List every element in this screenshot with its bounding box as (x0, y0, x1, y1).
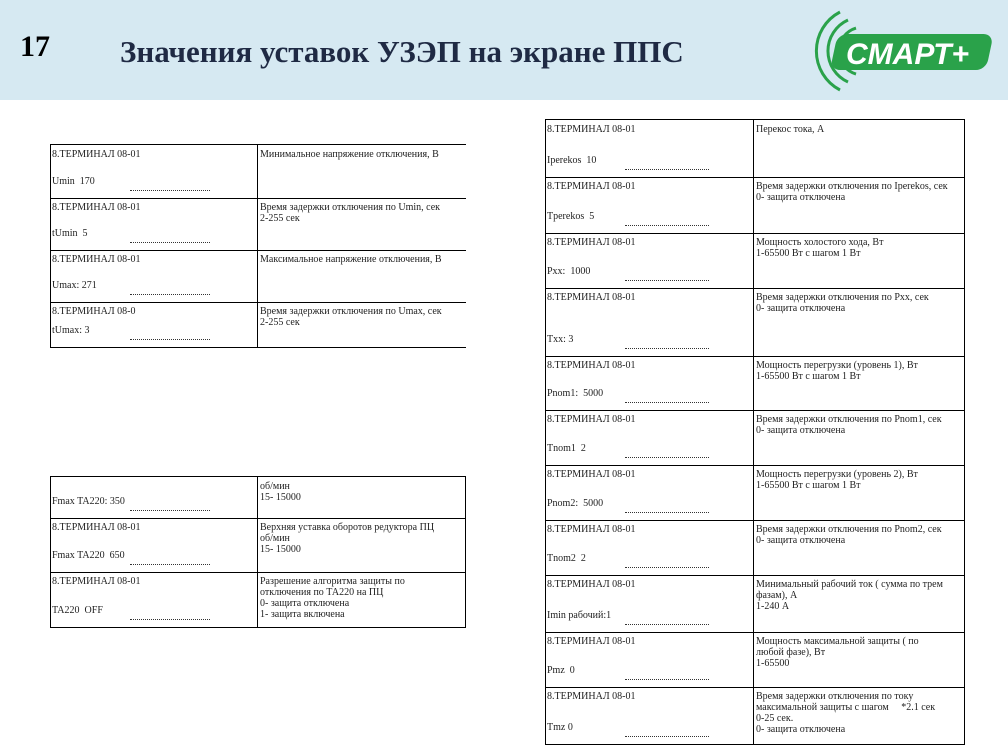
cursor-dots (130, 242, 210, 243)
terminal-header: 8.ТЕРМИНАЛ 08-01 (547, 181, 636, 192)
setting-value: Pnom2: 5000 (547, 498, 604, 509)
setting-description: Минимальное напряжение отключения, В (260, 149, 439, 160)
setting-value: Umin 170 (52, 176, 95, 187)
setting-value: Iperekos 10 (547, 155, 597, 166)
cursor-dots (130, 339, 210, 340)
cursor-dots (625, 348, 709, 349)
terminal-header: 8.ТЕРМИНАЛ 08-01 (52, 254, 141, 265)
terminal-header: 8.ТЕРМИНАЛ 08-01 (52, 576, 141, 587)
cursor-dots (625, 457, 709, 458)
cursor-dots (625, 169, 709, 170)
terminal-header: 8.ТЕРМИНАЛ 08-0 (52, 306, 136, 317)
table-row-divider (545, 233, 965, 234)
cursor-dots (130, 510, 210, 511)
table-row-divider (545, 520, 965, 521)
smart-plus-logo (800, 4, 1004, 96)
table-row-divider (50, 302, 466, 303)
table-row-divider (50, 572, 466, 573)
setting-value: Tperekos 5 (547, 211, 595, 222)
setting-description: Мощность перегрузки (уровень 2), Вт 1-65500 Вт с шагом 1 Вт (756, 469, 918, 491)
setting-value: tUmax: 3 (52, 325, 90, 336)
table-row-divider (50, 250, 466, 251)
table-row-divider (545, 687, 965, 688)
setting-description: Время задержки отключения по Umin, сек 2-255 сек (260, 202, 441, 224)
terminal-header: 8.ТЕРМИНАЛ 08-01 (547, 237, 636, 248)
table-row-divider (545, 410, 965, 411)
terminal-header: 8.ТЕРМИНАЛ 08-01 (547, 292, 636, 303)
setting-description: Мощность перегрузки (уровень 1), Вт 1-65500 Вт с шагом 1 Вт (756, 360, 918, 382)
setting-value: Fmax TA220: 350 (52, 496, 125, 507)
setting-description: Минимальный рабочий ток ( сумма по трем фазам), А 1-240 А (756, 579, 943, 612)
table-row-divider (545, 288, 965, 289)
setting-value: Tnom1 2 (547, 443, 586, 454)
terminal-header: 8.ТЕРМИНАЛ 08-01 (547, 469, 636, 480)
setting-description: Мощность максимальной защиты ( по любой фазе), Вт 1-65500 (756, 636, 919, 669)
table-row-divider (545, 356, 965, 357)
setting-value: Fmax TA220 650 (52, 550, 125, 561)
table-row-divider (545, 575, 965, 576)
terminal-header: 8.ТЕРМИНАЛ 08-01 (547, 636, 636, 647)
cursor-dots (625, 225, 709, 226)
setting-value: Pxx: 1000 (547, 266, 591, 277)
terminal-header: 8.ТЕРМИНАЛ 08-01 (547, 579, 636, 590)
table-row-divider (545, 632, 965, 633)
logo-text: СМАРТ+ (846, 38, 970, 71)
terminal-header: 8.ТЕРМИНАЛ 08-01 (52, 149, 141, 160)
setting-value: Pnom1: 5000 (547, 388, 604, 399)
cursor-dots (130, 294, 210, 295)
setting-value: Umax: 271 (52, 280, 97, 291)
settings-table-voltage (50, 144, 466, 348)
table-row-divider (50, 198, 466, 199)
cursor-dots (625, 512, 709, 513)
slide-title: Значения уставок УЗЭП на экране ППС (120, 34, 684, 69)
header-bar (0, 0, 1008, 100)
setting-value: Tnom2 2 (547, 553, 586, 564)
cursor-dots (625, 280, 709, 281)
terminal-header: 8.ТЕРМИНАЛ 08-01 (547, 360, 636, 371)
settings-table-current-power (545, 119, 965, 745)
setting-description: Время задержки отключения по Pnom2, сек 0- защита отключена (756, 524, 942, 546)
cursor-dots (625, 402, 709, 403)
terminal-header: 8.ТЕРМИНАЛ 08-01 (547, 124, 636, 135)
setting-description: Верхняя уставка оборотов редуктора ПЦ об/мин 15- 15000 (260, 522, 435, 555)
setting-value: Imin рабочий:1 (547, 610, 612, 621)
setting-value: Tmz 0 (547, 722, 573, 733)
setting-description: Время задержки отключения по Umax, сек 2-255 сек (260, 306, 442, 328)
settings-table-rotation (50, 476, 466, 628)
cursor-dots (625, 567, 709, 568)
setting-description: Время задержки отключения по Iperekos, сек 0- защита отключена (756, 181, 948, 203)
setting-description: Время задержки отключения по Pnom1, сек 0- защита отключена (756, 414, 942, 436)
setting-value: TA220 OFF (52, 605, 103, 616)
setting-value: tUmin 5 (52, 228, 88, 239)
setting-description: Мощность холостого хода, Вт 1-65500 Вт с шагом 1 Вт (756, 237, 884, 259)
table-row-divider (545, 177, 965, 178)
cursor-dots (625, 736, 709, 737)
setting-description: Разрешение алгоритма защиты по отключения по ТА220 на ПЦ 0- защита отключена 1- защита включена (260, 576, 405, 620)
terminal-header: 8.ТЕРМИНАЛ 08-01 (547, 691, 636, 702)
setting-description: Максимальное напряжение отключения, В (260, 254, 442, 265)
table-row-divider (50, 518, 466, 519)
cursor-dots (130, 619, 210, 620)
cursor-dots (130, 190, 210, 191)
setting-description: Время задержки отключения по току максимальной защиты с шагом *2.1 сек 0-25 сек. 0- защита отключена (756, 691, 936, 735)
terminal-header: 8.ТЕРМИНАЛ 08-01 (547, 414, 636, 425)
setting-description: Перекос тока, А (756, 124, 825, 135)
terminal-header: 8.ТЕРМИНАЛ 08-01 (52, 202, 141, 213)
setting-description: Время задержки отключения по Pxx, сек 0- защита отключена (756, 292, 929, 314)
cursor-dots (625, 679, 709, 680)
cursor-dots (130, 564, 210, 565)
setting-value: Pmz 0 (547, 665, 575, 676)
cursor-dots (625, 624, 709, 625)
terminal-header: 8.ТЕРМИНАЛ 08-01 (52, 522, 141, 533)
terminal-header: 8.ТЕРМИНАЛ 08-01 (547, 524, 636, 535)
slide-number: 17 (20, 30, 50, 63)
table-row-divider (545, 465, 965, 466)
setting-description: об/мин 15- 15000 (260, 481, 301, 503)
setting-value: Txx: 3 (547, 334, 574, 345)
